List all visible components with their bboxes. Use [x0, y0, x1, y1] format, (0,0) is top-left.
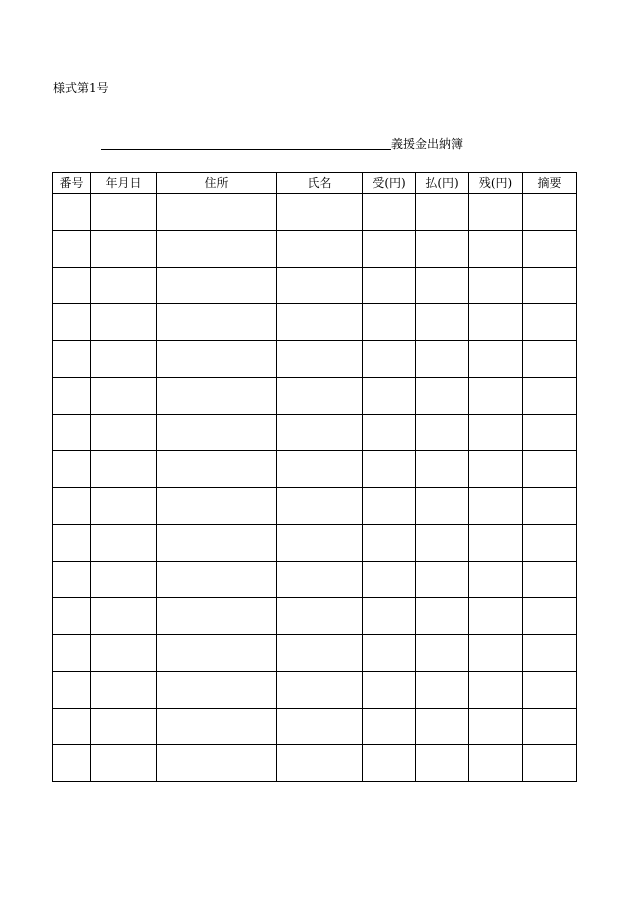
cell-received	[363, 708, 416, 745]
cell-remarks	[523, 230, 577, 267]
column-header-paid: 払(円)	[416, 173, 469, 194]
cell-paid	[416, 635, 469, 672]
cell-paid	[416, 377, 469, 414]
cell-remarks	[523, 708, 577, 745]
cell-remarks	[523, 451, 577, 488]
cell-date	[91, 598, 157, 635]
ledger-title: 義援金出納簿	[391, 137, 464, 151]
cell-name	[277, 230, 363, 267]
cell-number	[53, 635, 91, 672]
cell-date	[91, 488, 157, 525]
cell-remarks	[523, 377, 577, 414]
table-row	[53, 377, 577, 414]
table-row	[53, 194, 577, 231]
cell-remarks	[523, 488, 577, 525]
cell-name	[277, 451, 363, 488]
table-row	[53, 341, 577, 378]
cell-paid	[416, 304, 469, 341]
cell-balance	[469, 708, 523, 745]
cell-number	[53, 451, 91, 488]
cell-number	[53, 708, 91, 745]
cell-remarks	[523, 524, 577, 561]
ledger-body	[53, 194, 577, 782]
cell-received	[363, 488, 416, 525]
cell-balance	[469, 561, 523, 598]
cell-remarks	[523, 561, 577, 598]
cell-address	[157, 635, 277, 672]
cell-received	[363, 524, 416, 561]
cell-date	[91, 230, 157, 267]
column-header-address: 住所	[157, 173, 277, 194]
cell-received	[363, 230, 416, 267]
cell-date	[91, 635, 157, 672]
cell-date	[91, 524, 157, 561]
cell-balance	[469, 635, 523, 672]
cell-remarks	[523, 414, 577, 451]
cell-name	[277, 414, 363, 451]
cell-address	[157, 708, 277, 745]
cell-name	[277, 377, 363, 414]
column-header-number: 番号	[53, 173, 91, 194]
table-row	[53, 414, 577, 451]
cell-name	[277, 561, 363, 598]
cell-received	[363, 194, 416, 231]
cell-name	[277, 304, 363, 341]
cell-date	[91, 451, 157, 488]
cell-address	[157, 451, 277, 488]
cell-number	[53, 267, 91, 304]
cell-number	[53, 671, 91, 708]
cell-date	[91, 671, 157, 708]
table-row	[53, 267, 577, 304]
table-row	[53, 635, 577, 672]
cell-name	[277, 194, 363, 231]
cell-balance	[469, 304, 523, 341]
cell-received	[363, 745, 416, 782]
cell-balance	[469, 745, 523, 782]
cell-name	[277, 745, 363, 782]
cell-paid	[416, 708, 469, 745]
cell-address	[157, 745, 277, 782]
cell-balance	[469, 598, 523, 635]
cell-received	[363, 414, 416, 451]
cell-remarks	[523, 194, 577, 231]
table-row	[53, 745, 577, 782]
cell-received	[363, 561, 416, 598]
cell-date	[91, 341, 157, 378]
table-row	[53, 708, 577, 745]
cell-remarks	[523, 598, 577, 635]
cell-address	[157, 488, 277, 525]
table-row	[53, 671, 577, 708]
cell-remarks	[523, 671, 577, 708]
cell-balance	[469, 414, 523, 451]
table-row	[53, 524, 577, 561]
table-row	[53, 304, 577, 341]
cell-number	[53, 598, 91, 635]
cell-address	[157, 598, 277, 635]
cell-date	[91, 708, 157, 745]
cell-paid	[416, 341, 469, 378]
cell-date	[91, 414, 157, 451]
cell-remarks	[523, 341, 577, 378]
cell-paid	[416, 524, 469, 561]
cell-received	[363, 671, 416, 708]
cell-remarks	[523, 267, 577, 304]
cell-remarks	[523, 304, 577, 341]
cell-address	[157, 671, 277, 708]
cell-date	[91, 745, 157, 782]
cell-balance	[469, 671, 523, 708]
cell-number	[53, 561, 91, 598]
cell-paid	[416, 230, 469, 267]
cell-paid	[416, 414, 469, 451]
cell-received	[363, 341, 416, 378]
cell-address	[157, 267, 277, 304]
cell-number	[53, 304, 91, 341]
cell-name	[277, 635, 363, 672]
cell-address	[157, 194, 277, 231]
cell-received	[363, 377, 416, 414]
cell-balance	[469, 341, 523, 378]
cell-received	[363, 635, 416, 672]
cell-received	[363, 304, 416, 341]
cell-name	[277, 341, 363, 378]
column-header-received: 受(円)	[363, 173, 416, 194]
cell-balance	[469, 194, 523, 231]
cell-address	[157, 414, 277, 451]
table-row	[53, 488, 577, 525]
cell-paid	[416, 561, 469, 598]
cell-number	[53, 488, 91, 525]
cell-received	[363, 267, 416, 304]
cell-paid	[416, 598, 469, 635]
table-header-row	[53, 173, 577, 194]
cell-balance	[469, 267, 523, 304]
cell-date	[91, 194, 157, 231]
column-header-name: 氏名	[277, 173, 363, 194]
cell-paid	[416, 194, 469, 231]
title-blank-line	[101, 149, 391, 150]
cell-address	[157, 561, 277, 598]
cell-date	[91, 267, 157, 304]
cell-balance	[469, 230, 523, 267]
cell-paid	[416, 451, 469, 488]
cell-received	[363, 598, 416, 635]
table-row	[53, 598, 577, 635]
cell-balance	[469, 377, 523, 414]
cell-received	[363, 451, 416, 488]
cell-address	[157, 304, 277, 341]
cell-date	[91, 377, 157, 414]
table-row	[53, 451, 577, 488]
cell-paid	[416, 671, 469, 708]
cell-paid	[416, 745, 469, 782]
cell-number	[53, 524, 91, 561]
cell-date	[91, 561, 157, 598]
cell-remarks	[523, 745, 577, 782]
cell-date	[91, 304, 157, 341]
ledger-table	[52, 172, 577, 782]
cell-name	[277, 671, 363, 708]
cell-name	[277, 524, 363, 561]
cell-number	[53, 230, 91, 267]
cell-address	[157, 524, 277, 561]
cell-balance	[469, 488, 523, 525]
column-header-balance: 残(円)	[469, 173, 523, 194]
table-row	[53, 561, 577, 598]
table-row	[53, 230, 577, 267]
cell-paid	[416, 488, 469, 525]
column-header-remarks: 摘要	[523, 173, 577, 194]
form-number: 様式第1号	[53, 81, 109, 95]
cell-number	[53, 341, 91, 378]
cell-number	[53, 745, 91, 782]
column-header-date: 年月日	[91, 173, 157, 194]
cell-number	[53, 414, 91, 451]
cell-name	[277, 267, 363, 304]
cell-address	[157, 230, 277, 267]
cell-name	[277, 708, 363, 745]
cell-number	[53, 377, 91, 414]
cell-name	[277, 488, 363, 525]
cell-balance	[469, 451, 523, 488]
cell-balance	[469, 524, 523, 561]
cell-address	[157, 341, 277, 378]
cell-name	[277, 598, 363, 635]
cell-address	[157, 377, 277, 414]
cell-paid	[416, 267, 469, 304]
cell-number	[53, 194, 91, 231]
cell-remarks	[523, 635, 577, 672]
